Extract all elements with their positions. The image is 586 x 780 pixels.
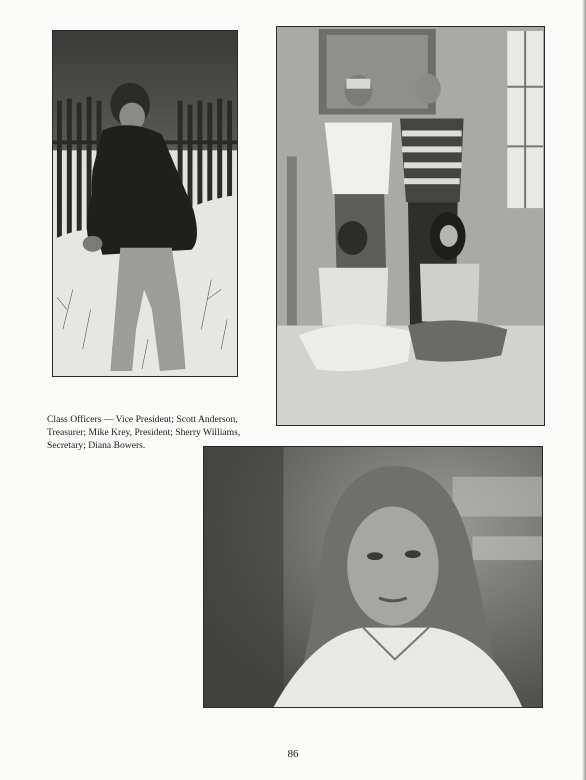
photo-caption: Class Officers — Vice President; Scott Anderson, Treasurer; Mike Krey, President; Sherry Williams, Secretary; Diana Bowers. <box>47 414 241 451</box>
photo-class-officers <box>276 26 545 426</box>
photo-boy-in-snow <box>52 30 238 377</box>
photo-girl-portrait <box>203 446 543 708</box>
page-number: 86 <box>287 748 299 760</box>
scan-edge <box>582 0 586 780</box>
